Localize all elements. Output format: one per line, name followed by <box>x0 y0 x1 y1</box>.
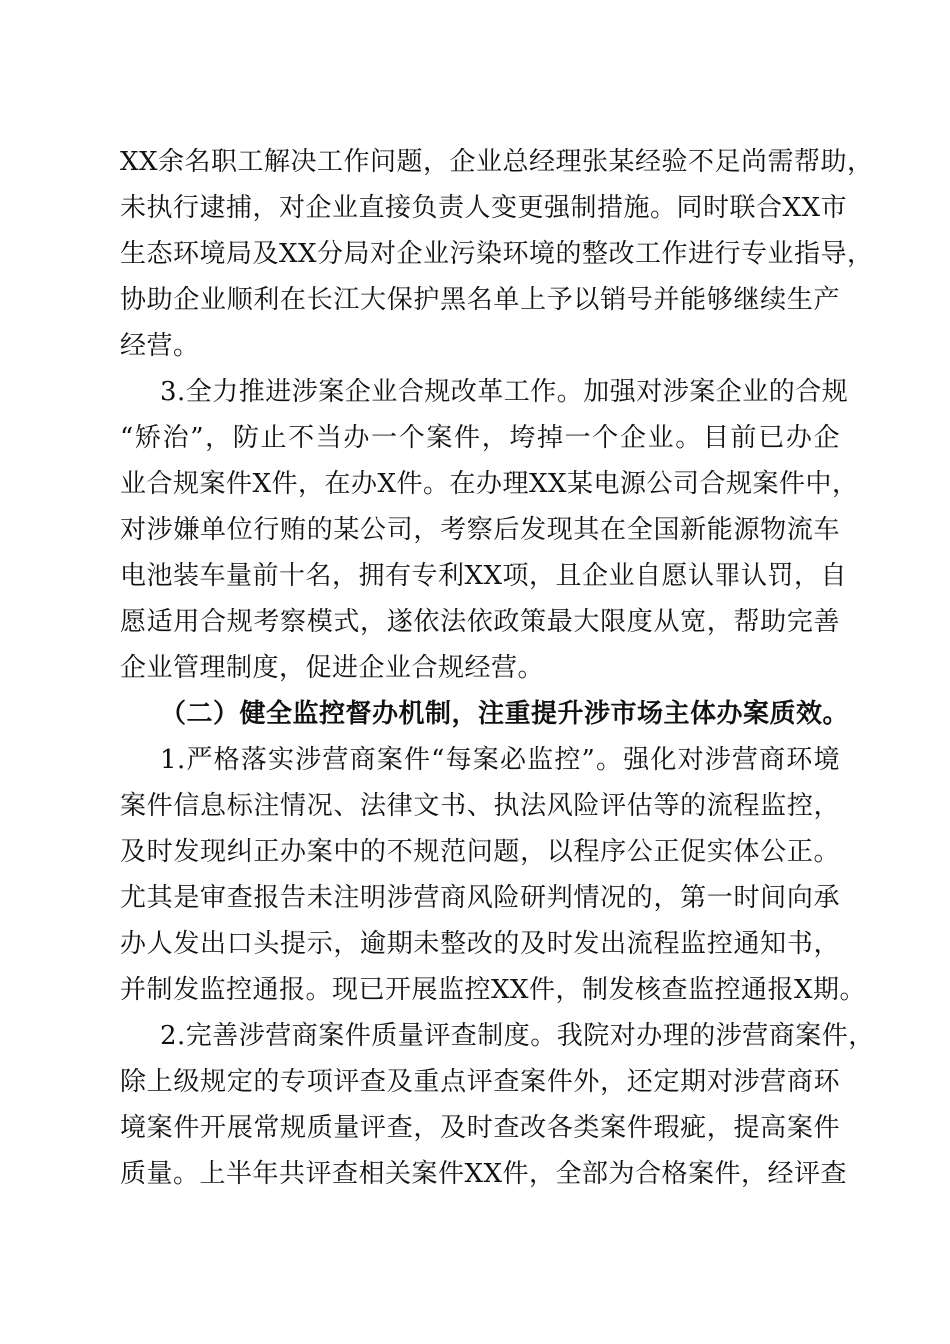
paragraph-line: 对涉嫌单位行贿的某公司，考察后发现其在全国新能源物流车 <box>120 515 840 545</box>
paragraph-line: 企业管理制度，促进企业合规经营。 <box>120 653 545 683</box>
paragraph-line: 并制发监控通报。现已开展监控XX件，制发核查监控通报X期。 <box>120 975 867 1005</box>
paragraph-line: 境案件开展常规质量评查，及时查改各类案件瑕疵，提高案件 <box>120 1113 840 1143</box>
paragraph-line: 质量。上半年共评查相关案件XX件，全部为合格案件，经评查 <box>120 1159 848 1189</box>
section-item-3-title-line: 3.全力推进涉案企业合规改革工作。加强对涉案企业的合规 <box>160 377 849 407</box>
paragraph-line: 业合规案件X件，在办X件。在办理XX某电源公司合规案件中， <box>120 469 859 499</box>
paragraph-line: 协助企业顺利在长江大保护黑名单上予以销号并能够继续生产 <box>120 285 840 315</box>
paragraph-line: 尤其是审查报告未注明涉营商风险研判情况的，第一时间向承 <box>120 883 840 913</box>
paragraph-line: 办人发出口头提示，逾期未整改的及时发出流程监控通知书， <box>120 929 840 959</box>
paragraph-line: 除上级规定的专项评查及重点评查案件外，还定期对涉营商环 <box>120 1067 840 1097</box>
paragraph-line: 案件信息标注情况、法律文书、执法风险评估等的流程监控， <box>120 791 840 821</box>
section-heading: （二）健全监控督办机制，注重提升涉市场主体办案质效。 <box>160 699 850 729</box>
paragraph-line: “矫治”，防止不当办一个案件，垮掉一个企业。目前已办企 <box>120 423 840 453</box>
paragraph-line: 电池装车量前十名，拥有专利XX项，且企业自愿认罪认罚，自 <box>120 561 848 591</box>
paragraph-line: 及时发现纠正办案中的不规范问题，以程序公正促实体公正。 <box>120 837 840 867</box>
paragraph-line: 经营。 <box>120 331 200 361</box>
section-item-1-title-line: 1.严格落实涉营商案件“每案必监控”。强化对涉营商环境 <box>160 745 840 775</box>
paragraph-line: XX余名职工解决工作问题，企业总经理张某经验不足尚需帮助， <box>120 147 874 177</box>
paragraph-line: 未执行逮捕，对企业直接负责人变更强制措施。同时联合XX市 <box>120 193 848 223</box>
paragraph-line: 愿适用合规考察模式，遂依法依政策最大限度从宽，帮助完善 <box>120 607 840 637</box>
paragraph-line: 生态环境局及XX分局对企业污染环境的整改工作进行专业指导， <box>120 239 874 269</box>
section-item-2-title-line: 2.完善涉营商案件质量评查制度。我院对办理的涉营商案件， <box>160 1021 875 1051</box>
